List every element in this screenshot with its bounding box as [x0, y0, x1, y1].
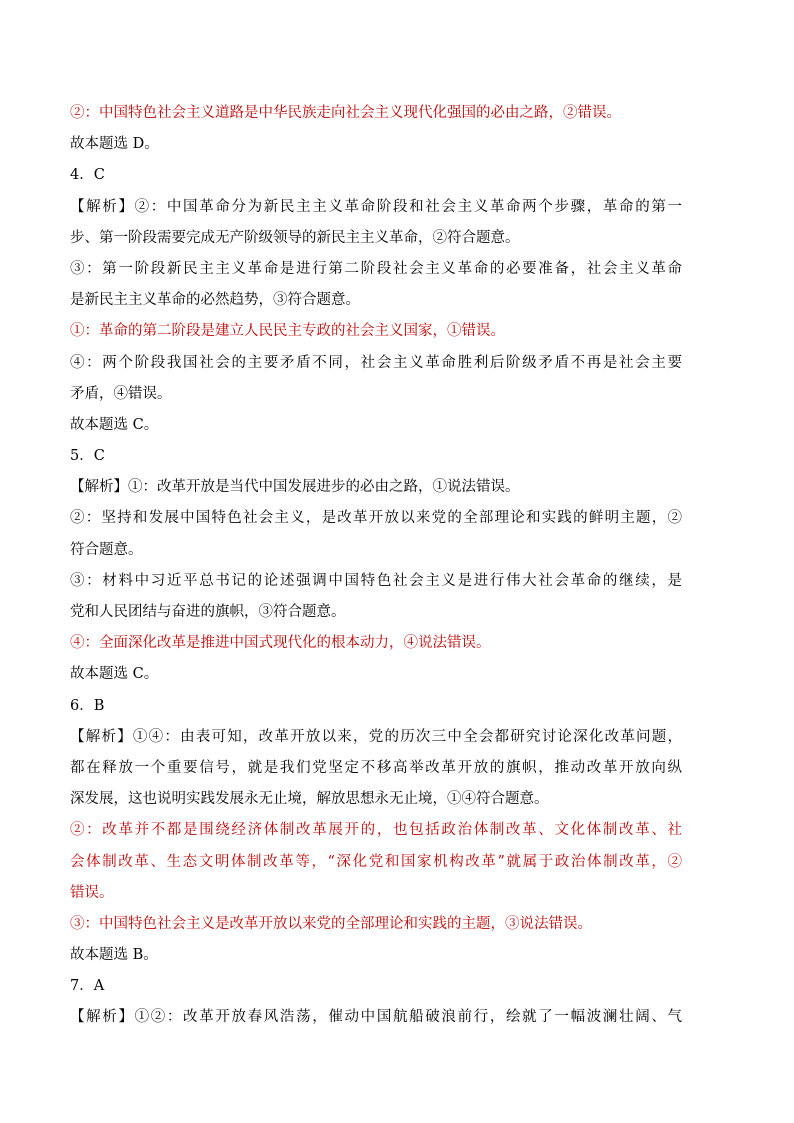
answer-explanations: [70, 98, 682, 1034]
text-line: ②：坚持和发展中国特色社会主义，是改革开放以来党的全部理论和实践的鲜明主题，②: [70, 510, 682, 527]
text-line: 故本题选 D。: [70, 136, 159, 153]
question-answer: 7．A: [70, 978, 105, 995]
question-answer: 6．B: [70, 697, 105, 714]
text-line: 党和人民团结与奋进的旗帜，③符合题意。: [70, 604, 346, 620]
text-line: 【解析】②：中国革命分为新民主主义革命阶段和社会主义革命两个步骤，革命的第一: [70, 198, 682, 215]
text-line: 符合题意。: [70, 541, 143, 558]
text-line: 步、第一阶段需要完成无产阶级领导的新民主主义革命，②符合题意。: [70, 229, 520, 246]
text-line: 【解析】①④：由表可知，改革开放以来，党的历次三中全会都研究讨论深化改革问题，: [70, 728, 682, 745]
text-line: 错误。: [70, 884, 114, 901]
text-line: 故本题选 C。: [70, 416, 159, 433]
text-line: ③：中国特色社会主义是改革开放以来党的全部理论和实践的主题，③说法错误。: [70, 915, 592, 932]
text-line: 是新民主主义革命的必然趋势，③符合题意。: [70, 292, 360, 309]
text-line: 故本题选 B。: [70, 947, 158, 964]
text-line: ③：第一阶段新民主主义革命是进行第二阶段社会主义革命的必要准备，社会主义革命: [70, 260, 682, 277]
text-line: ②：改革并不都是围绕经济体制改革展开的，也包括政治体制改革、文化体制改革、社: [70, 822, 682, 839]
text-line: ④：两个阶段我国社会的主要矛盾不同，社会主义革命胜利后阶级矛盾不再是社会主要: [70, 354, 682, 371]
text-line: 【解析】①：改革开放是当代中国发展进步的必由之路，①说法错误。: [70, 479, 520, 496]
text-line: 会体制改革、生态文明体制改革等，“深化党和国家机构改革”就属于政治体制改革，②: [70, 853, 682, 870]
text-line: 都在释放一个重要信号，就是我们党坚定不移高举改革开放的旗帜，推动改革开放向纵: [70, 759, 682, 776]
text-line: 故本题选 C。: [70, 666, 159, 683]
text-line: 深发展，这也说明实践发展永无止境，解放思想永无止境，①④符合题意。: [70, 791, 549, 808]
text-line: 【解析】①②：改革开放春风浩荡，催动中国航船破浪前行，绘就了一幅波澜壮阔、气: [70, 1009, 682, 1026]
text-line: 矛盾，④错误。: [70, 385, 172, 402]
question-answer: 4．C: [70, 167, 105, 184]
question-answer: 5．C: [70, 448, 105, 465]
text-line: ③：材料中习近平总书记的论述强调中国特色社会主义是进行伟大社会革命的继续，是: [70, 572, 682, 589]
text-line: ④：全面深化改革是推进中国式现代化的根本动力，④说法错误。: [70, 635, 491, 652]
text-line: ②：中国特色社会主义道路是中华民族走向社会主义现代化强国的必由之路，②错误。: [70, 105, 621, 121]
text-line: ①：革命的第二阶段是建立人民民主专政的社会主义国家，①错误。: [70, 323, 505, 340]
